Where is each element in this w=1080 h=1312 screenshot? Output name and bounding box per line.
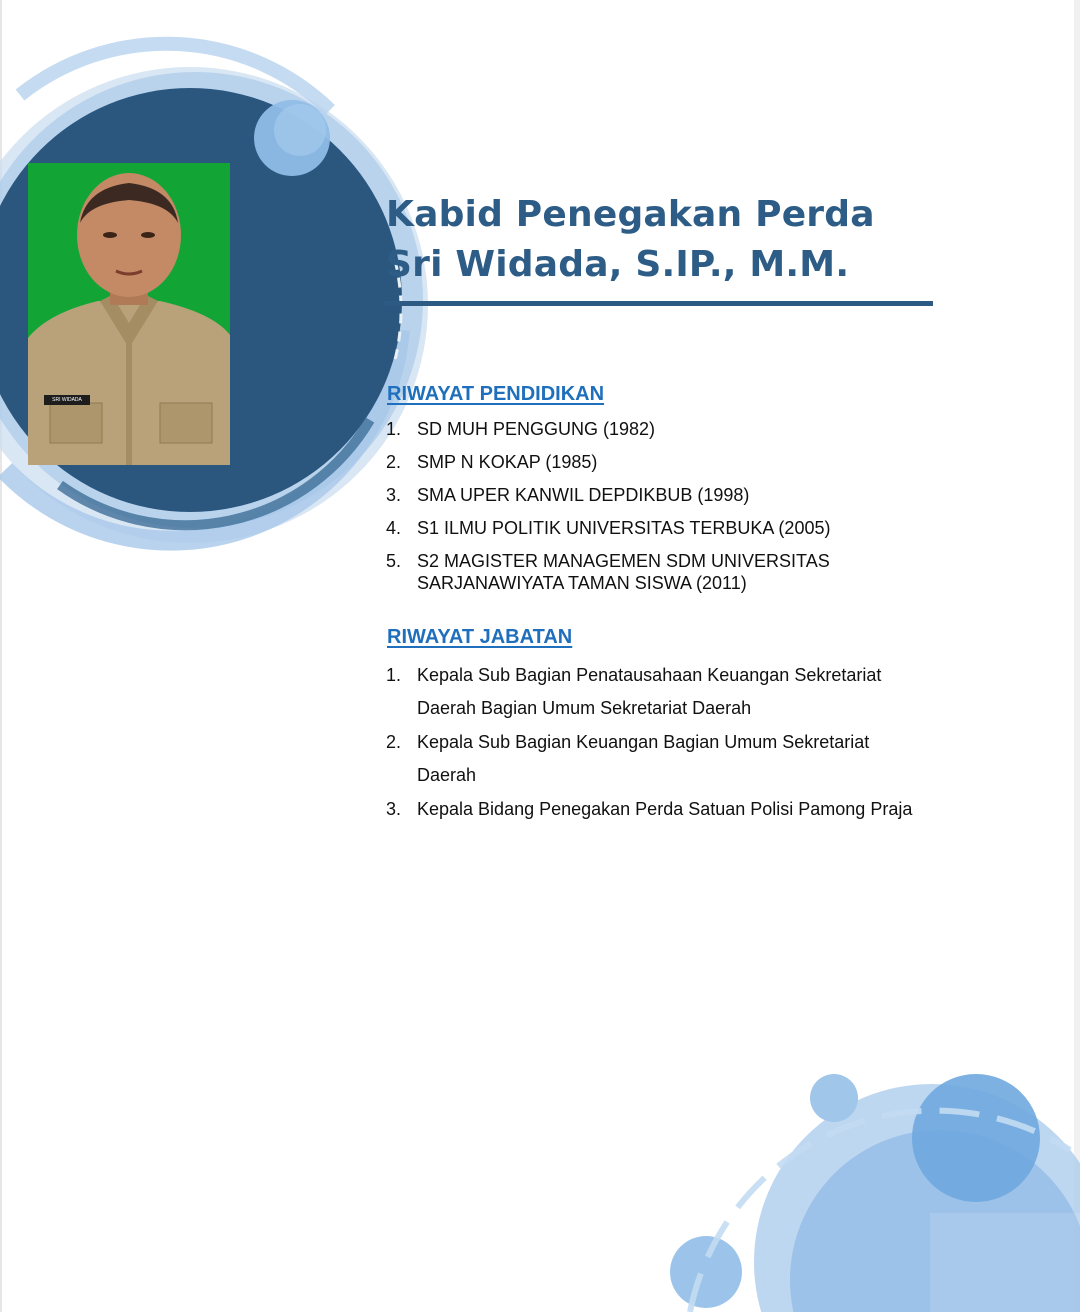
item-number: 1.: [386, 419, 402, 439]
photo-name-tag: SRI WIDADA: [52, 397, 82, 403]
item-number: 2.: [386, 732, 402, 752]
list-item: [386, 726, 926, 792]
list-item: [386, 484, 886, 506]
item-text: SMP N KOKAP (1985): [417, 452, 598, 472]
item-text: SMA UPER KANWIL DEPDIKBUB (1998): [417, 485, 750, 505]
portrait-illustration: [28, 163, 230, 465]
item-text: Kepala Sub Bagian Keuangan Bagian Umum Sekretariat Daerah: [417, 732, 870, 785]
item-text: Kepala Bidang Penegakan Perda Satuan Polisi Pamong Praja: [417, 799, 913, 819]
decorative-circles-bottom: [660, 1070, 1080, 1312]
item-number: 2.: [386, 452, 402, 472]
item-number: 1.: [386, 665, 402, 685]
list-item: [386, 659, 926, 725]
positions-list: [386, 659, 926, 827]
list-item: [386, 550, 886, 594]
item-text: S2 MAGISTER MANAGEMEN SDM UNIVERSITAS SARJANAWIYATA TAMAN SISWA (2011): [417, 551, 830, 593]
item-number: 5.: [386, 551, 402, 571]
education-heading: RIWAYAT PENDIDIKAN: [387, 383, 605, 405]
item-number: 3.: [386, 485, 402, 505]
item-text: S1 ILMU POLITIK UNIVERSITAS TERBUKA (2005): [417, 518, 831, 538]
page-title: [386, 190, 875, 290]
list-item: [386, 418, 886, 440]
list-item: [386, 793, 926, 826]
list-item: [386, 451, 886, 473]
profile-photo: [28, 163, 230, 465]
title-name: Sri Widada, S.IP., M.M.: [386, 244, 850, 285]
list-item: [386, 517, 886, 539]
education-list: [386, 418, 886, 605]
item-text: Kepala Sub Bagian Penatausahaan Keuangan Sekretariat Daerah Bagian Umum Sekretariat Daerah: [417, 665, 882, 718]
positions-heading: RIWAYAT JABATAN: [387, 626, 573, 648]
item-number: 4.: [386, 518, 402, 538]
title-position: Kabid Penegakan Perda: [386, 194, 875, 235]
title-divider: [384, 301, 933, 306]
item-text: SD MUH PENGGUNG (1982): [417, 419, 656, 439]
item-number: 3.: [386, 799, 402, 819]
